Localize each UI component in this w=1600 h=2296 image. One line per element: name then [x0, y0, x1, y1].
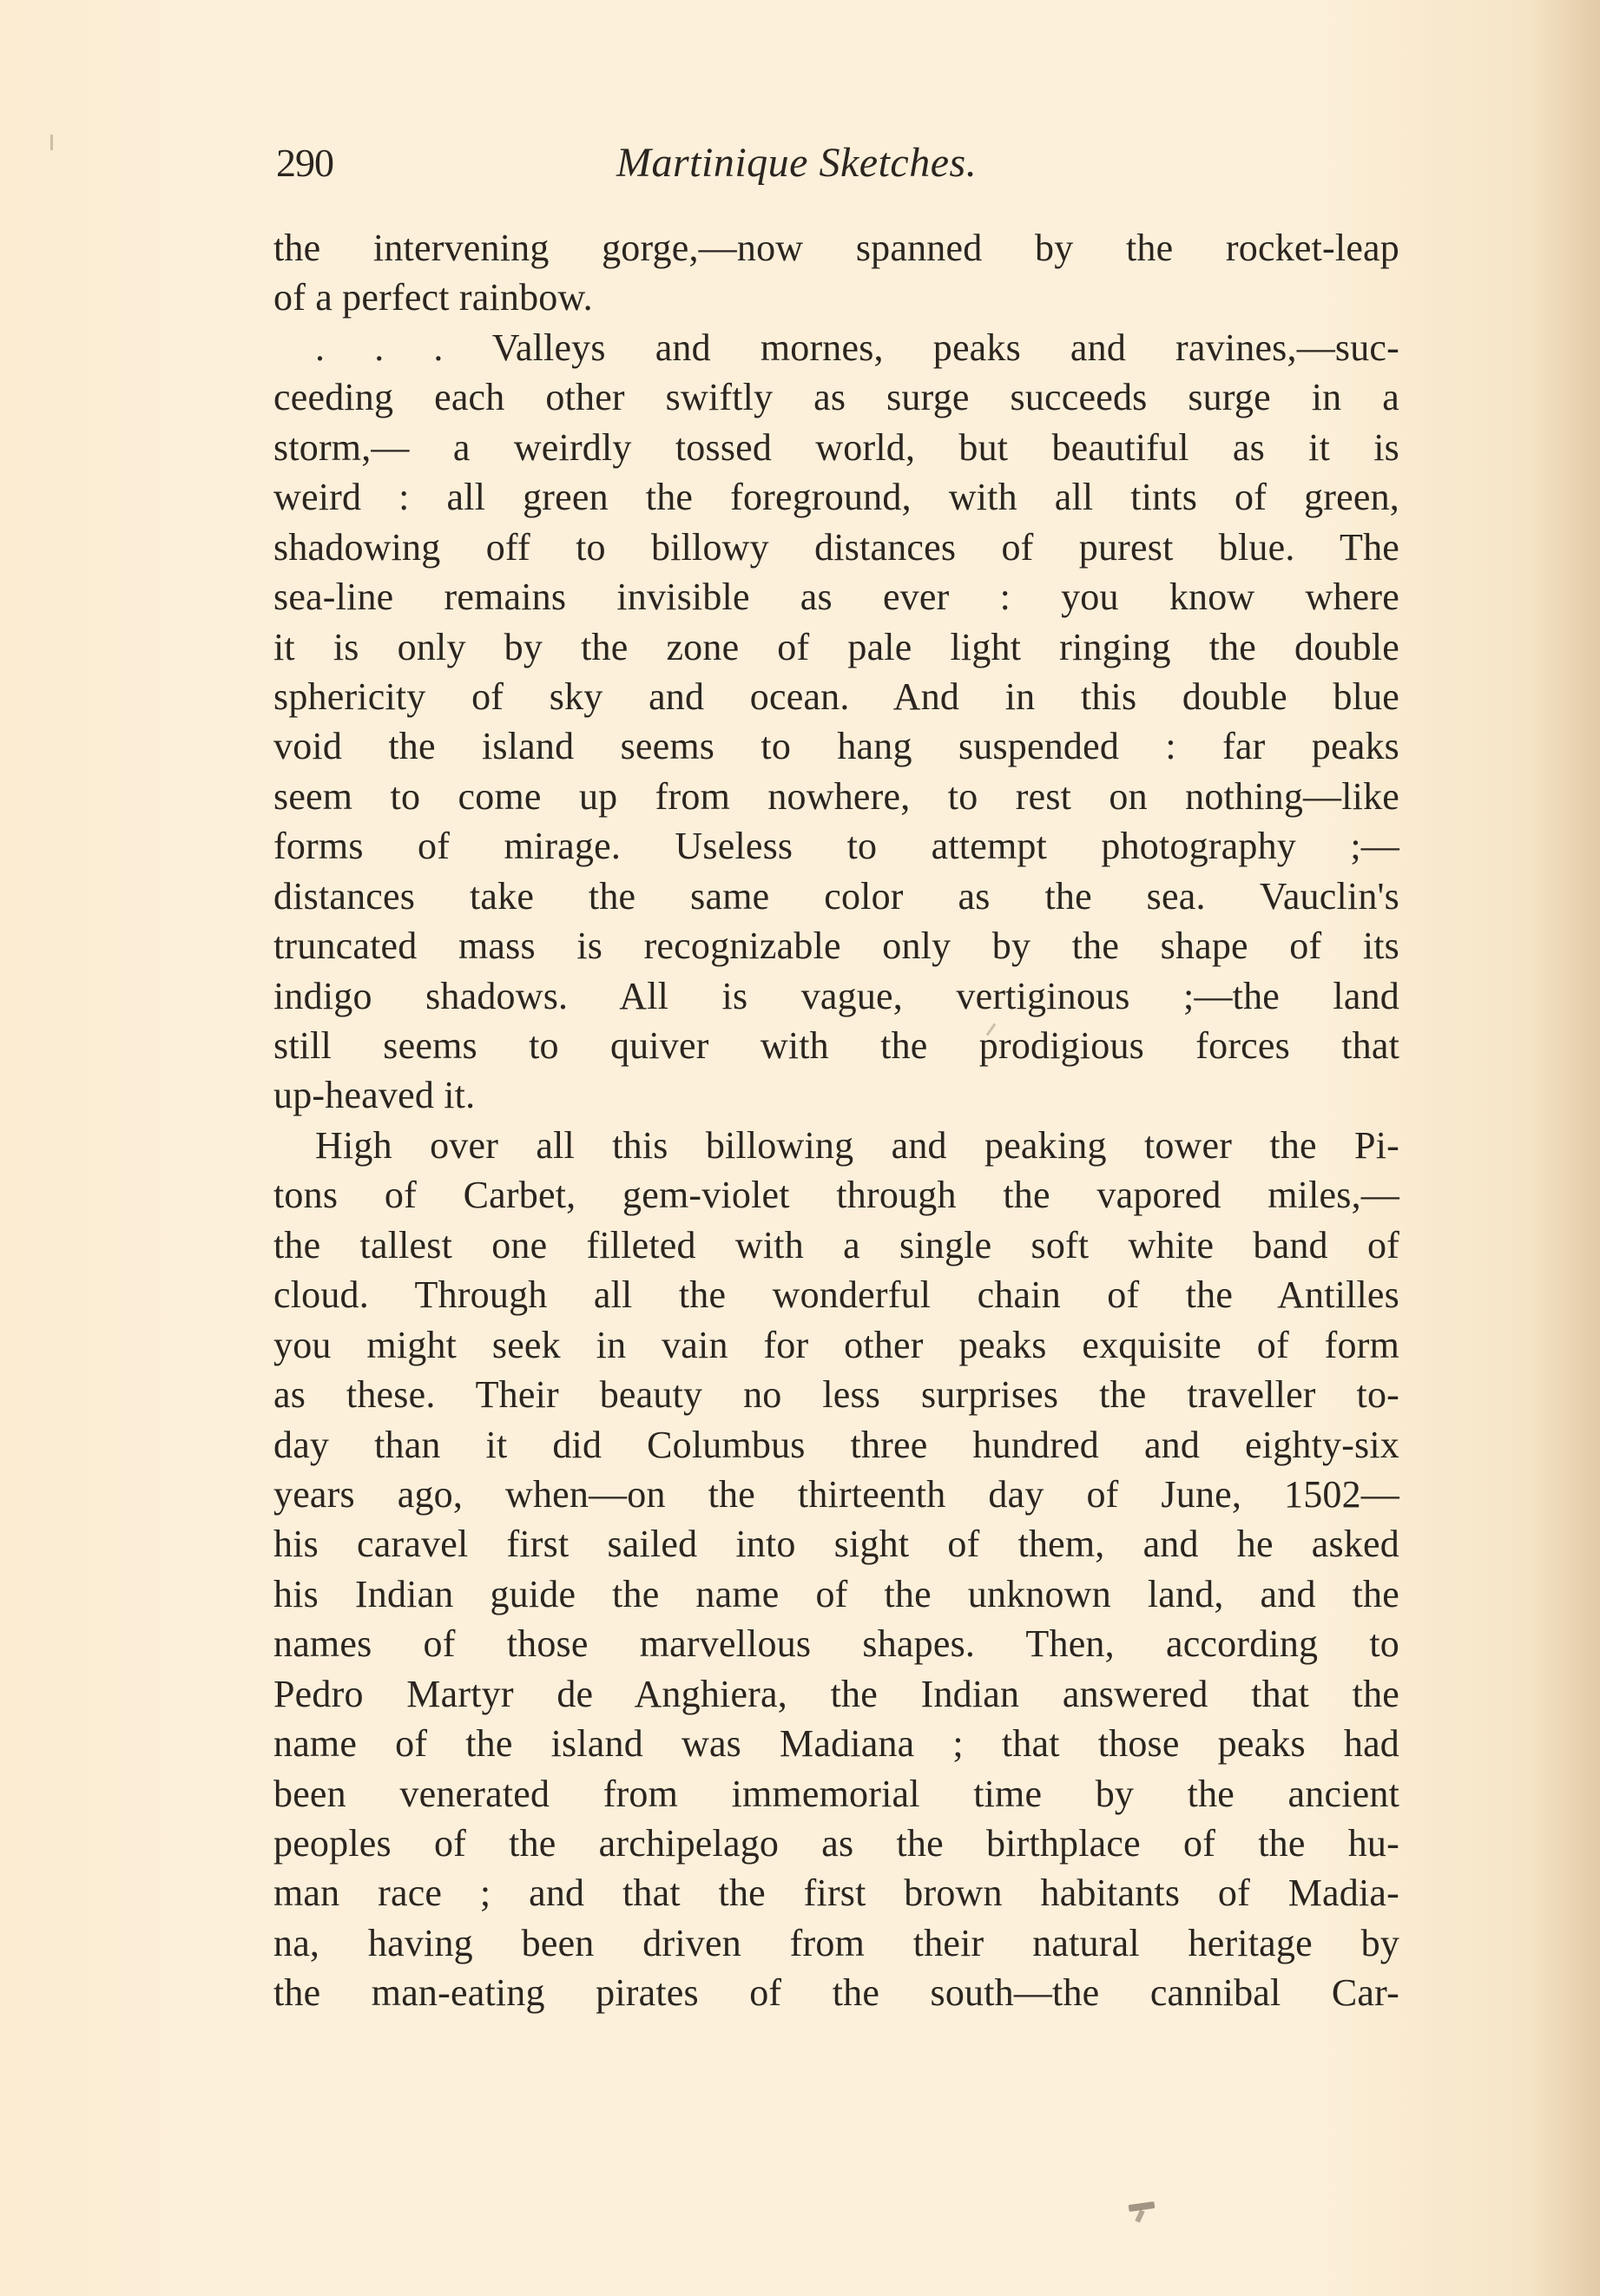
text-line: it is only by the zone of pale light ringing the double	[273, 625, 1399, 668]
text-line: na, having been driven from their natural heritage by	[273, 1921, 1399, 1964]
text-line: High over all this billowing and peaking tower the Pi-	[315, 1123, 1399, 1167]
running-title: Martinique Sketches.	[616, 140, 978, 186]
text-line: peoples of the archipelago as the birthplace of the hu-	[273, 1822, 1399, 1865]
text-line: name of the island was Madiana ; that those peaks had	[273, 1722, 1399, 1766]
text-line: you might seek in vain for other peaks exquisite of form	[273, 1323, 1399, 1366]
text-line: years ago, when—on the thirteenth day of June, 1502—	[273, 1472, 1399, 1516]
text-line: the intervening gorge,—now spanned by the rocket-leap	[273, 227, 1399, 269]
text-line: of a perfect rainbow.	[273, 276, 593, 319]
text-line: indigo shadows. All is vague, vertiginous ;—the land	[273, 974, 1399, 1017]
text-line: . . . Valleys and mornes, peaks and ravines,—suc-	[315, 326, 1399, 369]
text-line: up-heaved it.	[273, 1074, 476, 1117]
text-line: sea-line remains invisible as ever : you know where	[273, 576, 1399, 619]
running-header	[274, 137, 1399, 189]
ink-smudge-mark-tail	[1135, 2209, 1144, 2222]
text-line: still seems to quiver with the prodigious forces that	[273, 1024, 1399, 1067]
body-text	[273, 223, 1399, 2018]
paper-speck	[50, 135, 53, 150]
text-line: truncated mass is recognizable only by the shape of its	[273, 924, 1399, 968]
text-line: his caravel first sailed into sight of them, and he asked	[273, 1523, 1399, 1566]
text-line: names of those marvellous shapes. Then, according to	[273, 1622, 1399, 1666]
text-line: distances take the same color as the sea. Vauclin's	[273, 874, 1399, 918]
text-line: the man-eating pirates of the south—the cannibal Car-	[273, 1971, 1399, 2015]
text-line: shadowing off to billowy distances of purest blue. The	[273, 525, 1399, 569]
text-line: the tallest one filleted with a single soft white band of	[273, 1223, 1399, 1266]
text-line: tons of Carbet, gem-violet through the vapored miles,—	[273, 1174, 1399, 1217]
text-line: as these. Their beauty no less surprises the traveller to-	[273, 1373, 1399, 1417]
text-line: forms of mirage. Useless to attempt photography ;—	[273, 825, 1399, 868]
text-line: void the island seems to hang suspended : far peaks	[273, 725, 1399, 768]
text-line: been venerated from immemorial time by the ancient	[273, 1772, 1399, 1815]
text-line: his Indian guide the name of the unknown land, and the	[273, 1572, 1399, 1615]
text-line: Pedro Martyr de Anghiera, the Indian answered that the	[273, 1672, 1399, 1715]
text-line: storm,— a weirdly tossed world, but beautiful as it is	[273, 425, 1399, 469]
text-line: man race ; and that the first brown habitants of Madia-	[273, 1872, 1399, 1915]
page-number: 290	[276, 141, 333, 185]
text-line: day than it did Columbus three hundred and eighty-six	[273, 1423, 1399, 1466]
text-line: weird : all green the foreground, with all tints of green,	[273, 476, 1399, 519]
text-line: cloud. Through all the wonderful chain of the Antilles	[273, 1273, 1399, 1317]
text-line: sphericity of sky and ocean. And in this double blue	[273, 674, 1399, 718]
text-line: ceeding each other swiftly as surge succeeds surge in a	[273, 376, 1399, 419]
text-line: seem to come up from nowhere, to rest on nothing—like	[273, 774, 1399, 818]
